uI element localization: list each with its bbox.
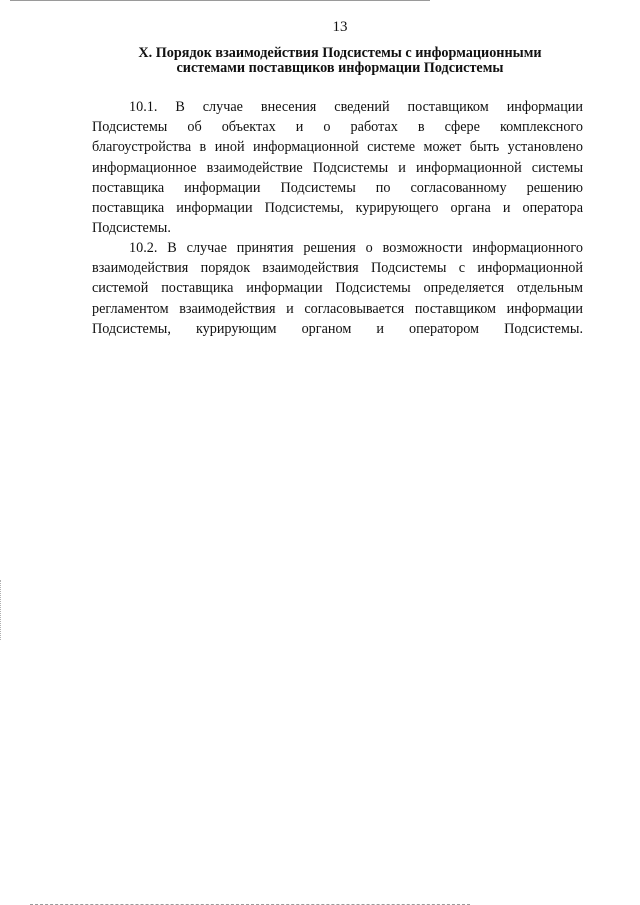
paragraph-line: благоустройства в иной информационной системе может быть установлено bbox=[92, 139, 583, 156]
scan-edge-left bbox=[0, 580, 1, 640]
paragraph-line: регламентом взаимодействия и согласовывается поставщиком информации bbox=[92, 300, 583, 317]
paragraph-10-2 bbox=[92, 238, 583, 339]
paragraph-line: 10.1. В случае внесения сведений поставщиком информации bbox=[129, 99, 583, 115]
paragraph-line: Подсистемы. bbox=[92, 220, 171, 237]
paragraph-line: 10.2. В случае принятия решения о возможности информационного bbox=[129, 240, 583, 256]
section-title bbox=[90, 46, 590, 76]
paragraph-line: взаимодействия порядок взаимодействия Подсистемы с информационной bbox=[92, 260, 583, 277]
paragraph-line: информационное взаимодействие Подсистемы и информационной системы bbox=[92, 159, 583, 176]
page-number: 13 bbox=[332, 19, 348, 35]
paragraph-line: системой поставщика информации Подсистемы определяется отдельным bbox=[92, 280, 583, 297]
paragraph-10-1 bbox=[92, 97, 583, 238]
scan-edge-top bbox=[10, 0, 430, 1]
paragraph-line: Подсистемы, курирующим органом и оператором Подсистемы. bbox=[92, 320, 583, 337]
section-title-line-2: системами поставщиков информации Подсистемы bbox=[176, 60, 504, 76]
section-title-line-1: X. Порядок взаимодействия Подсистемы с информационными bbox=[138, 45, 542, 61]
paragraph-line: Подсистемы об объектах и о работах в сфере комплексного bbox=[92, 119, 583, 136]
paragraph-line: поставщика информации Подсистемы, курирующего органа и оператора bbox=[92, 200, 583, 217]
paragraph-line: поставщика информации Подсистемы по согласованному решению bbox=[92, 179, 583, 196]
